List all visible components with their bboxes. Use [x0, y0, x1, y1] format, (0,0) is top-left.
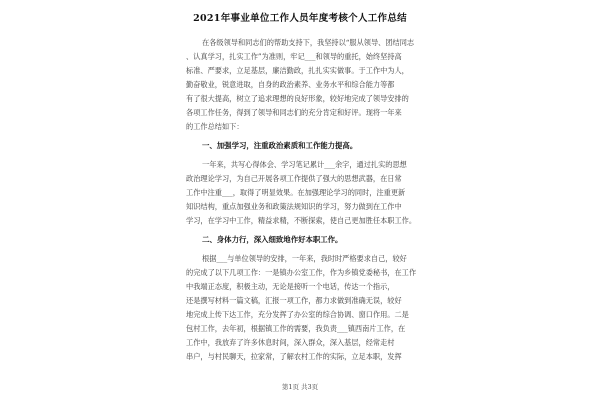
body-line: 中我端正态度，积极主动，无论是接听一个电话，传达一个指示， [186, 282, 395, 291]
section-heading: 一、加强学习，注重政治素质和工作能力提高。 [202, 141, 358, 150]
body-line: 的工作总结如下： [186, 122, 244, 131]
body-line: 、认真学习，扎实工作”为准则，牢记___和领导的重托，始终坚持高 [186, 52, 402, 61]
document-title: 2021年事业单位工作人员年度考核个人工作总结 [193, 13, 407, 24]
body-line: 知识结构，重点加强业务和政策法规知识的学习，努力做到在工作中 [186, 202, 402, 211]
body-line: 有了很大提高，树立了追求理想的良好形象，较好地完成了领导安排的 [186, 94, 409, 103]
body-line: 包村工作，去年初，根据镇工作的需要，我负责___镇西南片工作，在 [186, 324, 406, 333]
body-line: 政治理论学习，为自己开展各项工作提供了强大的思想武器，在日常 [186, 174, 402, 183]
body-line: 工作中，我放弃了许多休息时间，深入群众，深入基层，经常走村 [186, 338, 395, 347]
body-line: 的完成了以下几项工作：一是镇办公室工作，作为乡镇党委秘书，在工作 [186, 268, 417, 277]
body-line: 勤奋敬业，锐意进取，自身的政治素养、业务水平和综合能力等都 [186, 80, 395, 89]
body-line: 地完成上传下达工作，充分发挥了办公室的综合协调、窗口作用。二是 [186, 310, 409, 319]
body-line: 在各级领导和同志们的帮助支持下，我坚持以“服从领导、团结同志 [202, 38, 415, 47]
body-line: 标准、严要求，立足基层，廉洁勤政，扎扎实实做事。于工作中为人， [186, 66, 409, 75]
body-line: 串户，与村民聊天，拉家常，了解农村工作的实际，立足本职，发挥 [186, 352, 402, 361]
body-line: 一年来，共写心得体会、学习笔记累计___余字，通过扎实的思想 [202, 160, 407, 169]
body-line: 学习，在学习中工作，精益求精，不断探索，使自己更加胜任本职工作。 [186, 216, 417, 225]
body-line: 工作中注重___，取得了明显效果。在加强理论学习的同时，注重更新 [186, 188, 406, 197]
body-line: 根据___与单位领导的安排，一年来，我时时严格要求自己，较好 [202, 254, 407, 263]
body-line: 各项工作任务，得到了领导和同志们的充分肯定和好评。现将一年来 [186, 108, 402, 117]
page-number: 第1页 共3页 [281, 383, 319, 391]
section-heading: 二、身体力行，深入细致地作好本职工作。 [202, 235, 343, 244]
body-line: 还是撰写材料一篇文稿，汇报一项工作，都力求做到准确无误，较好 [186, 296, 402, 305]
